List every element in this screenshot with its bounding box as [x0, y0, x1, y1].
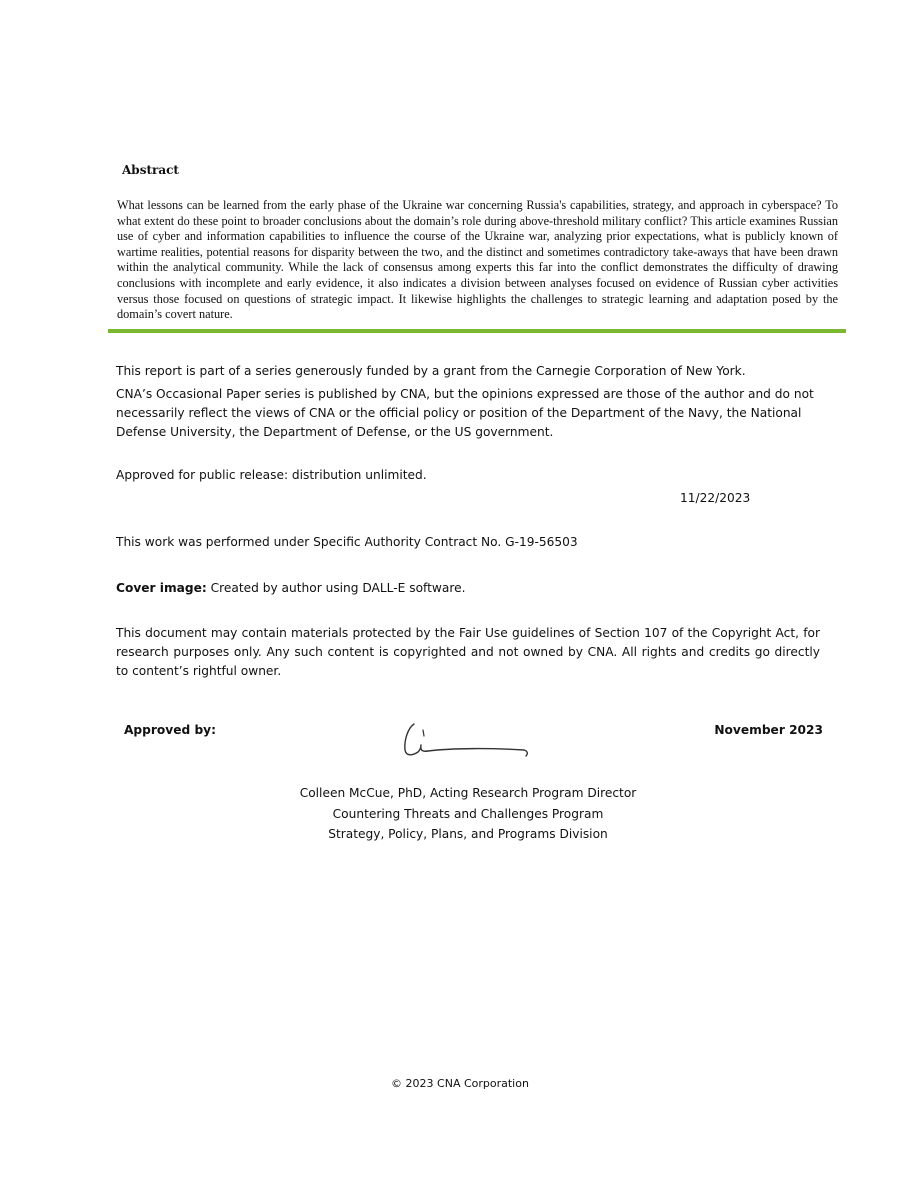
- signatory-block: [200, 783, 736, 845]
- cover-image-label: Cover image:: [116, 581, 207, 595]
- abstract-body: What lessons can be learned from the early phase of the Ukraine war concerning Russia's capabilities, strategy, and approach in cyberspace? To what extent do these point to broader conclusions about the domain’s role during above-threshold military conflict? This article examines Russian use of cyber and information capabilities to influence the course of the Ukraine war, analyzing prior expectations, what is publicly known of wartime realities, potential reasons for disparity between the two, and the distinct and sometimes contradictory take-aways that have been drawn within the analytical community. While the lack of consensus among experts this far into the conflict demonstrates the difficulty of drawing conclusions with incomplete and early evidence, it also indicates a division between analyses focused on evidence of Russian cyber activities versus those focused on questions of strategic impact. It likewise highlights the challenges to strategic learning and adaptation posed by the domain’s covert nature.: [117, 198, 838, 322]
- section-divider: [108, 329, 846, 333]
- cover-image-text: Created by author using DALL-E software.: [206, 581, 466, 595]
- abstract-heading: Abstract: [122, 163, 179, 177]
- disclaimer-note: CNA’s Occasional Paper series is published by CNA, but the opinions expressed are those of the author and do not necessarily reflect the views of CNA or the official policy or position of the Department of the Navy, the National Defense University, the Department of Defense, or the US government.: [116, 387, 814, 439]
- signatory-division: Strategy, Policy, Plans, and Programs Division: [328, 827, 608, 841]
- release-date: 11/22/2023: [680, 491, 751, 505]
- signatory-program: Countering Threats and Challenges Program: [332, 806, 604, 821]
- copyright-notice: © 2023 CNA Corporation: [391, 1077, 529, 1090]
- funding-note: This report is part of a series generously funded by a grant from the Carnegie Corporation of New York.: [116, 364, 746, 378]
- approved-by-label: Approved by:: [124, 723, 216, 737]
- approval-date: November 2023: [714, 723, 823, 737]
- contract-note: This work was performed under Specific Authority Contract No. G-19-56503: [116, 535, 578, 549]
- signatory-name: Colleen McCue, PhD, Acting Research Program Director: [299, 786, 637, 800]
- signature-image: [400, 716, 532, 762]
- release-statement: Approved for public release: distribution unlimited.: [116, 468, 427, 482]
- fair-use-note: This document may contain materials protected by the Fair Use guidelines of Section 107 of the Copyright Act, for research purposes only. Any such content is copyrighted and not owned by CNA. All rights and credits go directly to content’s rightful owner.: [116, 626, 820, 678]
- cover-image-note: [116, 579, 826, 598]
